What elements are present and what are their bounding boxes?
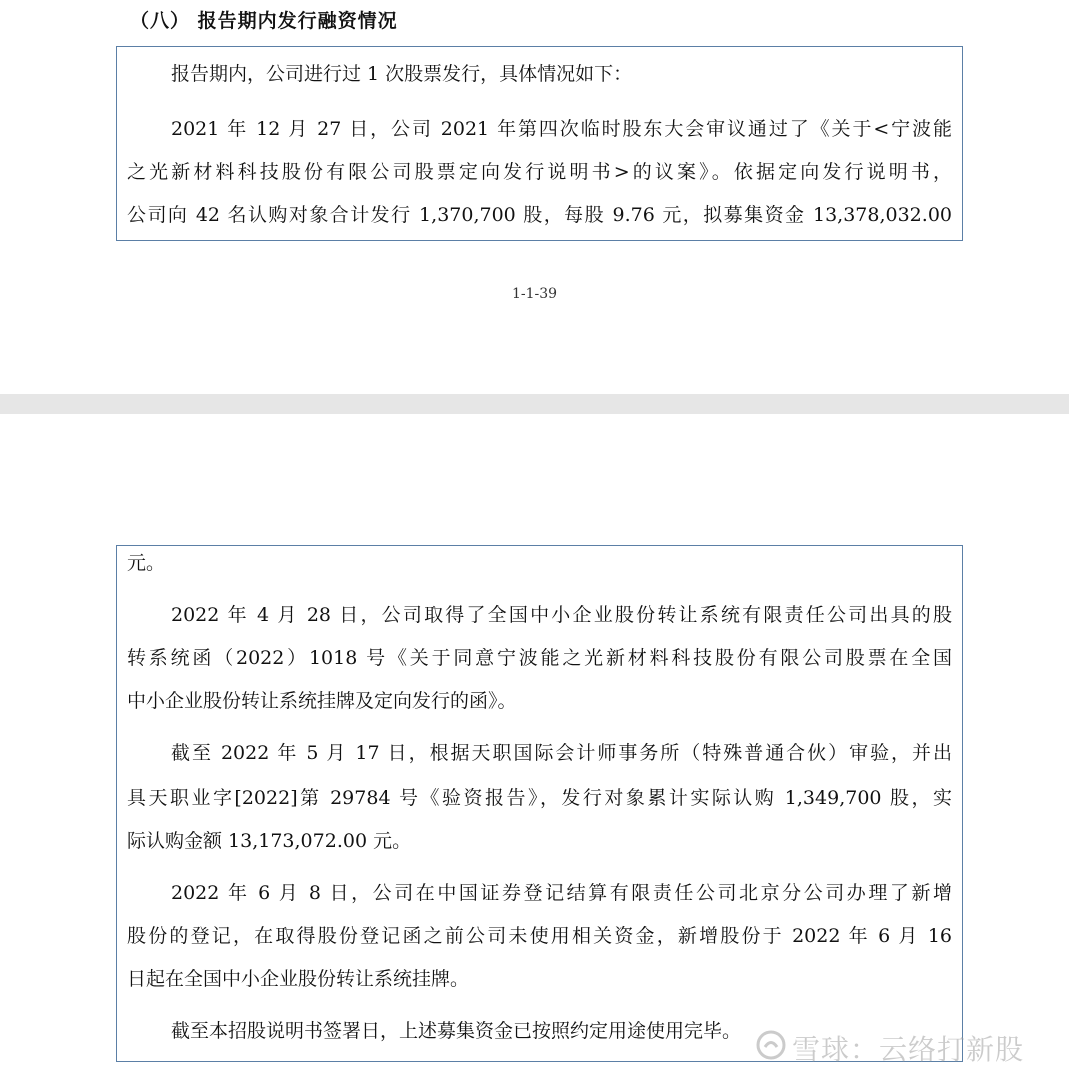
paragraph-line: 截至本招股说明书签署日，上述募集资金已按照约定用途使用完毕。 bbox=[171, 1020, 742, 1042]
paragraph-line: 中小企业股份转让系统挂牌及定向发行的函》。 bbox=[127, 690, 517, 712]
watermark-text: 雪球：云络打新股 bbox=[792, 1033, 1025, 1066]
paragraph-line: 截至 2022 年 5 月 17 日，根据天职国际会计师事务所（特殊普通合伙）审验，并出 bbox=[171, 742, 952, 764]
paragraph-line: 2022 年 4 月 28 日，公司取得了全国中小企业股份转让系统有限责任公司出具的股 bbox=[171, 604, 952, 626]
paragraph-line: 股份的登记，在取得股份登记函之前公司未使用相关资金，新增股份于 2022 年 6 月 16 bbox=[127, 925, 952, 947]
paragraph-line: 具天职业字[2022]第 29784 号《验资报告》，发行对象累计实际认购 1,349,700 股，实 bbox=[127, 787, 952, 809]
page-number: 1-1-39 bbox=[511, 286, 558, 302]
page-separator bbox=[0, 394, 1069, 414]
paragraph-line: 转系统函（2022）1018 号《关于同意宁波能之光新材料科技股份有限公司股票在全国 bbox=[127, 647, 952, 669]
paragraph-line: 2021 年 12 月 27 日，公司 2021 年第四次临时股东大会审议通过了《关于<宁波能 bbox=[171, 118, 952, 140]
paragraph-line: 日起在全国中小企业股份转让系统挂牌。 bbox=[127, 968, 470, 990]
snowball-logo-icon bbox=[756, 1030, 786, 1060]
text-box-2 bbox=[116, 545, 963, 1062]
paragraph-line: 2022 年 6 月 8 日，公司在中国证券登记结算有限责任公司北京分公司办理了新增 bbox=[171, 882, 952, 904]
paragraph-line: 际认购金额 13,173,072.00 元。 bbox=[127, 830, 412, 852]
paragraph-line: 之光新材料科技股份有限公司股票定向发行说明书>的议案》。依据定向发行说明书， bbox=[127, 161, 952, 183]
paragraph-line: 元。 bbox=[127, 552, 166, 574]
section-heading: （八） 报告期内发行融资情况 bbox=[130, 10, 398, 32]
text-box-1 bbox=[116, 46, 963, 241]
paragraph-line: 公司向 42 名认购对象合计发行 1,370,700 股，每股 9.76 元，拟募集资金 13,378,032.00 bbox=[127, 204, 952, 226]
paragraph-line: 报告期内，公司进行过 1 次股票发行，具体情况如下： bbox=[171, 63, 633, 85]
